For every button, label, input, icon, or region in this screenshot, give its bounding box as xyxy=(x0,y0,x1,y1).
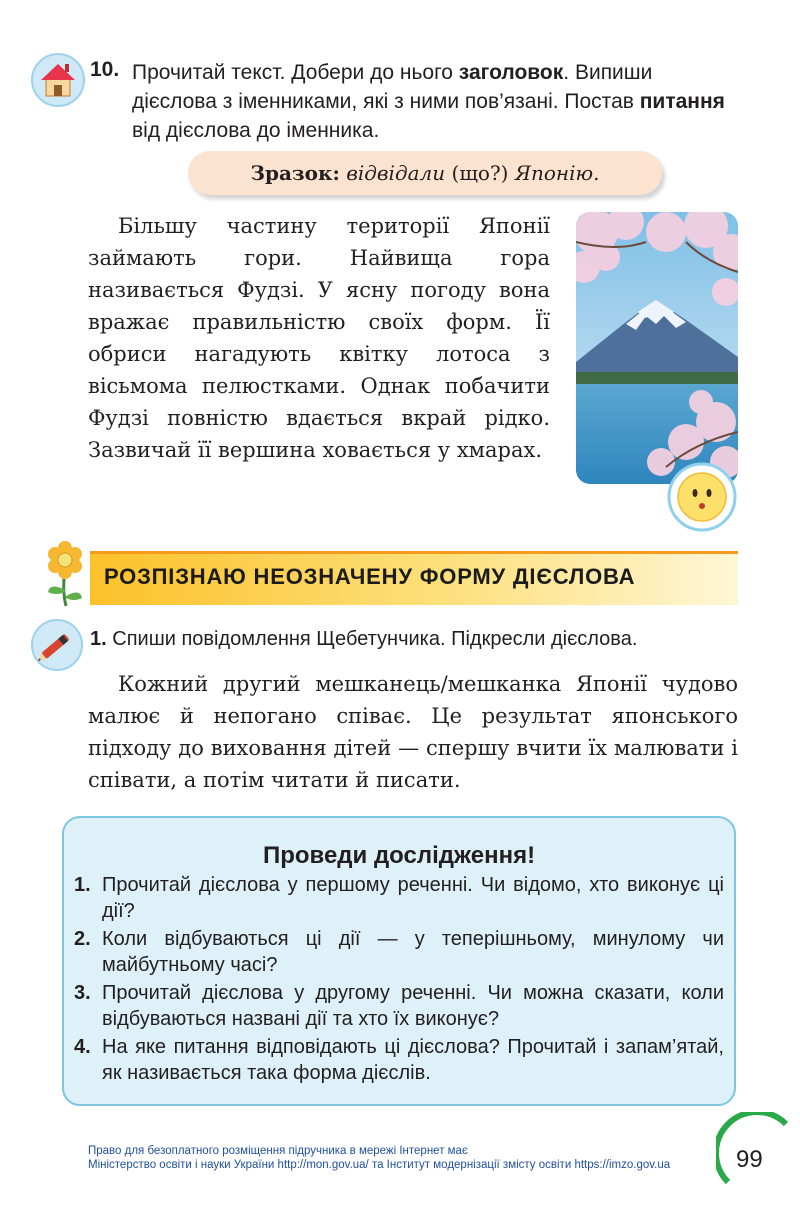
list-item: 3. Прочитай дієслова у другому реченні. Чи можна сказати, коли відбуваються названі дії та хто їх виконує? xyxy=(74,982,724,1030)
footer-line: Міністерство освіти і науки України http://mon.gov.ua/ та Інститут модернізації змісту освіти https://imzo.gov.ua xyxy=(88,1159,671,1171)
fuji-photo xyxy=(576,212,738,484)
copyright-footer xyxy=(88,1144,670,1172)
page-number: 99 xyxy=(736,1146,763,1173)
sample-text: Зразок: відвідали (що?) Японію. xyxy=(250,161,600,185)
list-item: 2. Коли відбуваються ці дії — у теперішньому, минулому чи майбутньому часі? xyxy=(74,928,724,976)
research-title: Проведи дослідження! xyxy=(262,842,536,869)
task-number: 10. xyxy=(90,58,120,81)
japan-text: Більшу частину території Японії займають гори. Найвища гора називається Фудзі. У ясну погоду вона вражає правильністю своїх форм. Її обриси нагадують квітку лотоса з вісьмома пелюстками. Однак побачити Фудзі повністю вдається вкрай рідко. Зазвичай її вершина ховається у хмарах. xyxy=(88,214,550,462)
list-item: 4. На яке питання відповідають ці дієслова? Прочитай і запам’ятай, як називається така форма дієслів. xyxy=(74,1036,724,1084)
footer-line: Право для безоплатного розміщення підручника в мережі Інтернет має xyxy=(88,1145,468,1157)
research-list xyxy=(74,872,724,1088)
list-item: 1. Прочитай дієслова у першому реченні. Чи відомо, хто виконує ці дії? xyxy=(74,874,724,922)
flower-icon xyxy=(40,540,90,608)
section-title: РОЗПІЗНАЮ НЕОЗНАЧЕНУ ФОРМУ ДІЄСЛОВА xyxy=(104,564,636,589)
house-icon xyxy=(30,52,86,108)
message-text: Кожний другий мешканець/мешканка Японії чудово малює й непогано співає. Це результат японського підходу до виховання дітей — спершу вчити їх малювати і співати, а потім читати й писати. xyxy=(88,672,738,792)
task-instruction: Прочитай текст. Добери до нього заголовок. Випиши дієслова з іменниками, які з ними пов’язані. Постав питання від дієслова до іменника. xyxy=(132,61,725,142)
pen-icon xyxy=(30,618,84,672)
task1-instruction: 1. Спиши повідомлення Щебетунчика. Підкресли дієслова. xyxy=(90,628,638,650)
smile-icon xyxy=(667,462,737,532)
